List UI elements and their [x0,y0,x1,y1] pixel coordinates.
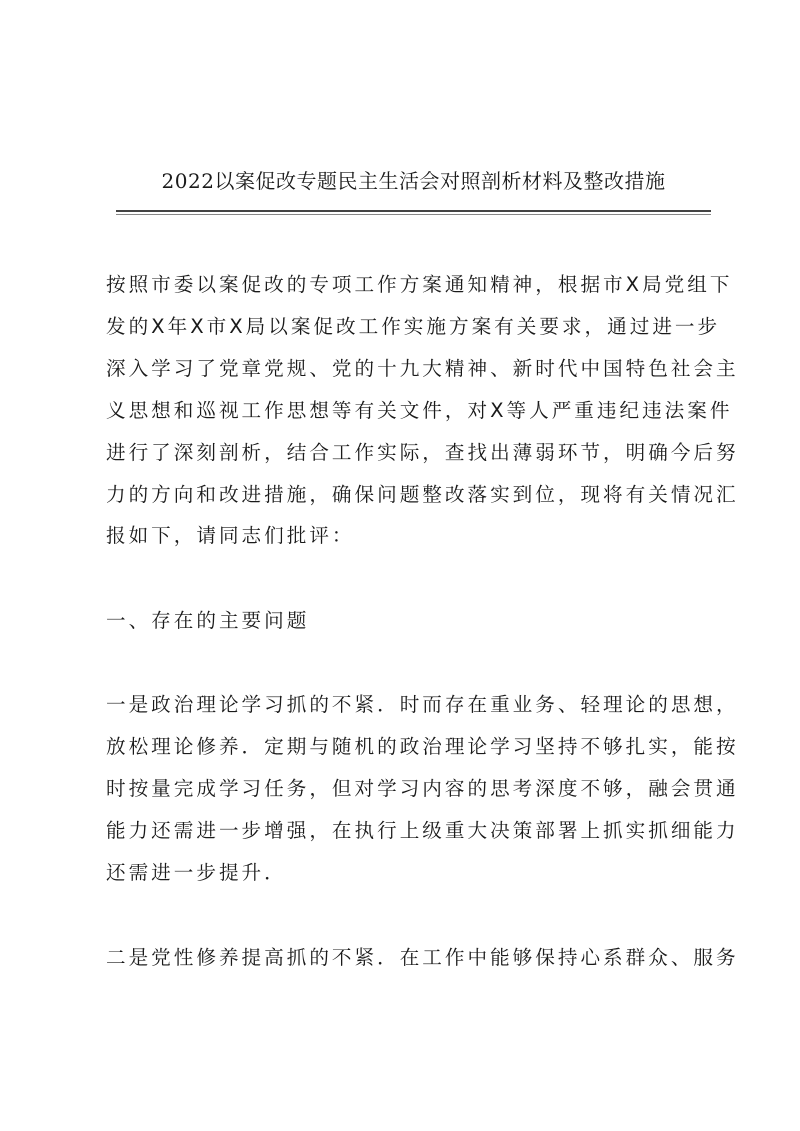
paragraph-line: 深入学习了党章党规、党的十九大精神、新时代中国特色社会主 [106,356,739,380]
paragraph-line: 二是党性修养提高抓的不紧．在工作中能够保持心系群众、服务 [106,946,739,969]
problem-paragraph-1 [106,684,739,894]
paragraph-line: 力的方向和改进措施，确保问题整改落实到位，现将有关情况汇 [106,482,739,506]
paragraph-line: 一是政治理论学习抓的不紧．时而存在重业务、轻理论的思想， [106,693,739,716]
intro-paragraph [106,264,739,557]
title-underline [116,210,711,212]
paragraph-line: 时按量完成学习任务，但对学习内容的思考深度不够，融会贯通 [106,776,739,800]
section-heading-text: 一、存在的主要问题 [106,609,310,632]
paragraph-line: 放松理论修养．定期与随机的政治理论学习坚持不够扎实，能按 [106,734,739,758]
paragraph-line: 还需进一步提升． [106,860,287,884]
paragraph-line: 义思想和巡视工作思想等有关文件，对X等人严重违纪违法案件 [106,398,733,422]
paragraph-line: 报如下，请同志们批评： [106,524,355,548]
document-title: 2022以案促改专题民主生活会对照剖析材料及整改措施 [161,169,666,193]
paragraph-line: 能力还需进一步增强，在执行上级重大决策部署上抓实抓细能力 [106,818,739,842]
paragraph-line: 发的X年X市X局以案促改工作实施方案有关要求，通过进一步 [106,314,721,338]
paragraph-line: 进行了深刻剖析，结合工作实际，查找出薄弱环节，明确今后努 [106,440,739,464]
section-heading [106,600,713,642]
paragraph-line: 按照市委以案促改的专项工作方案通知精神，根据市X局党组下 [106,273,733,296]
problem-paragraph-2 [106,937,739,979]
